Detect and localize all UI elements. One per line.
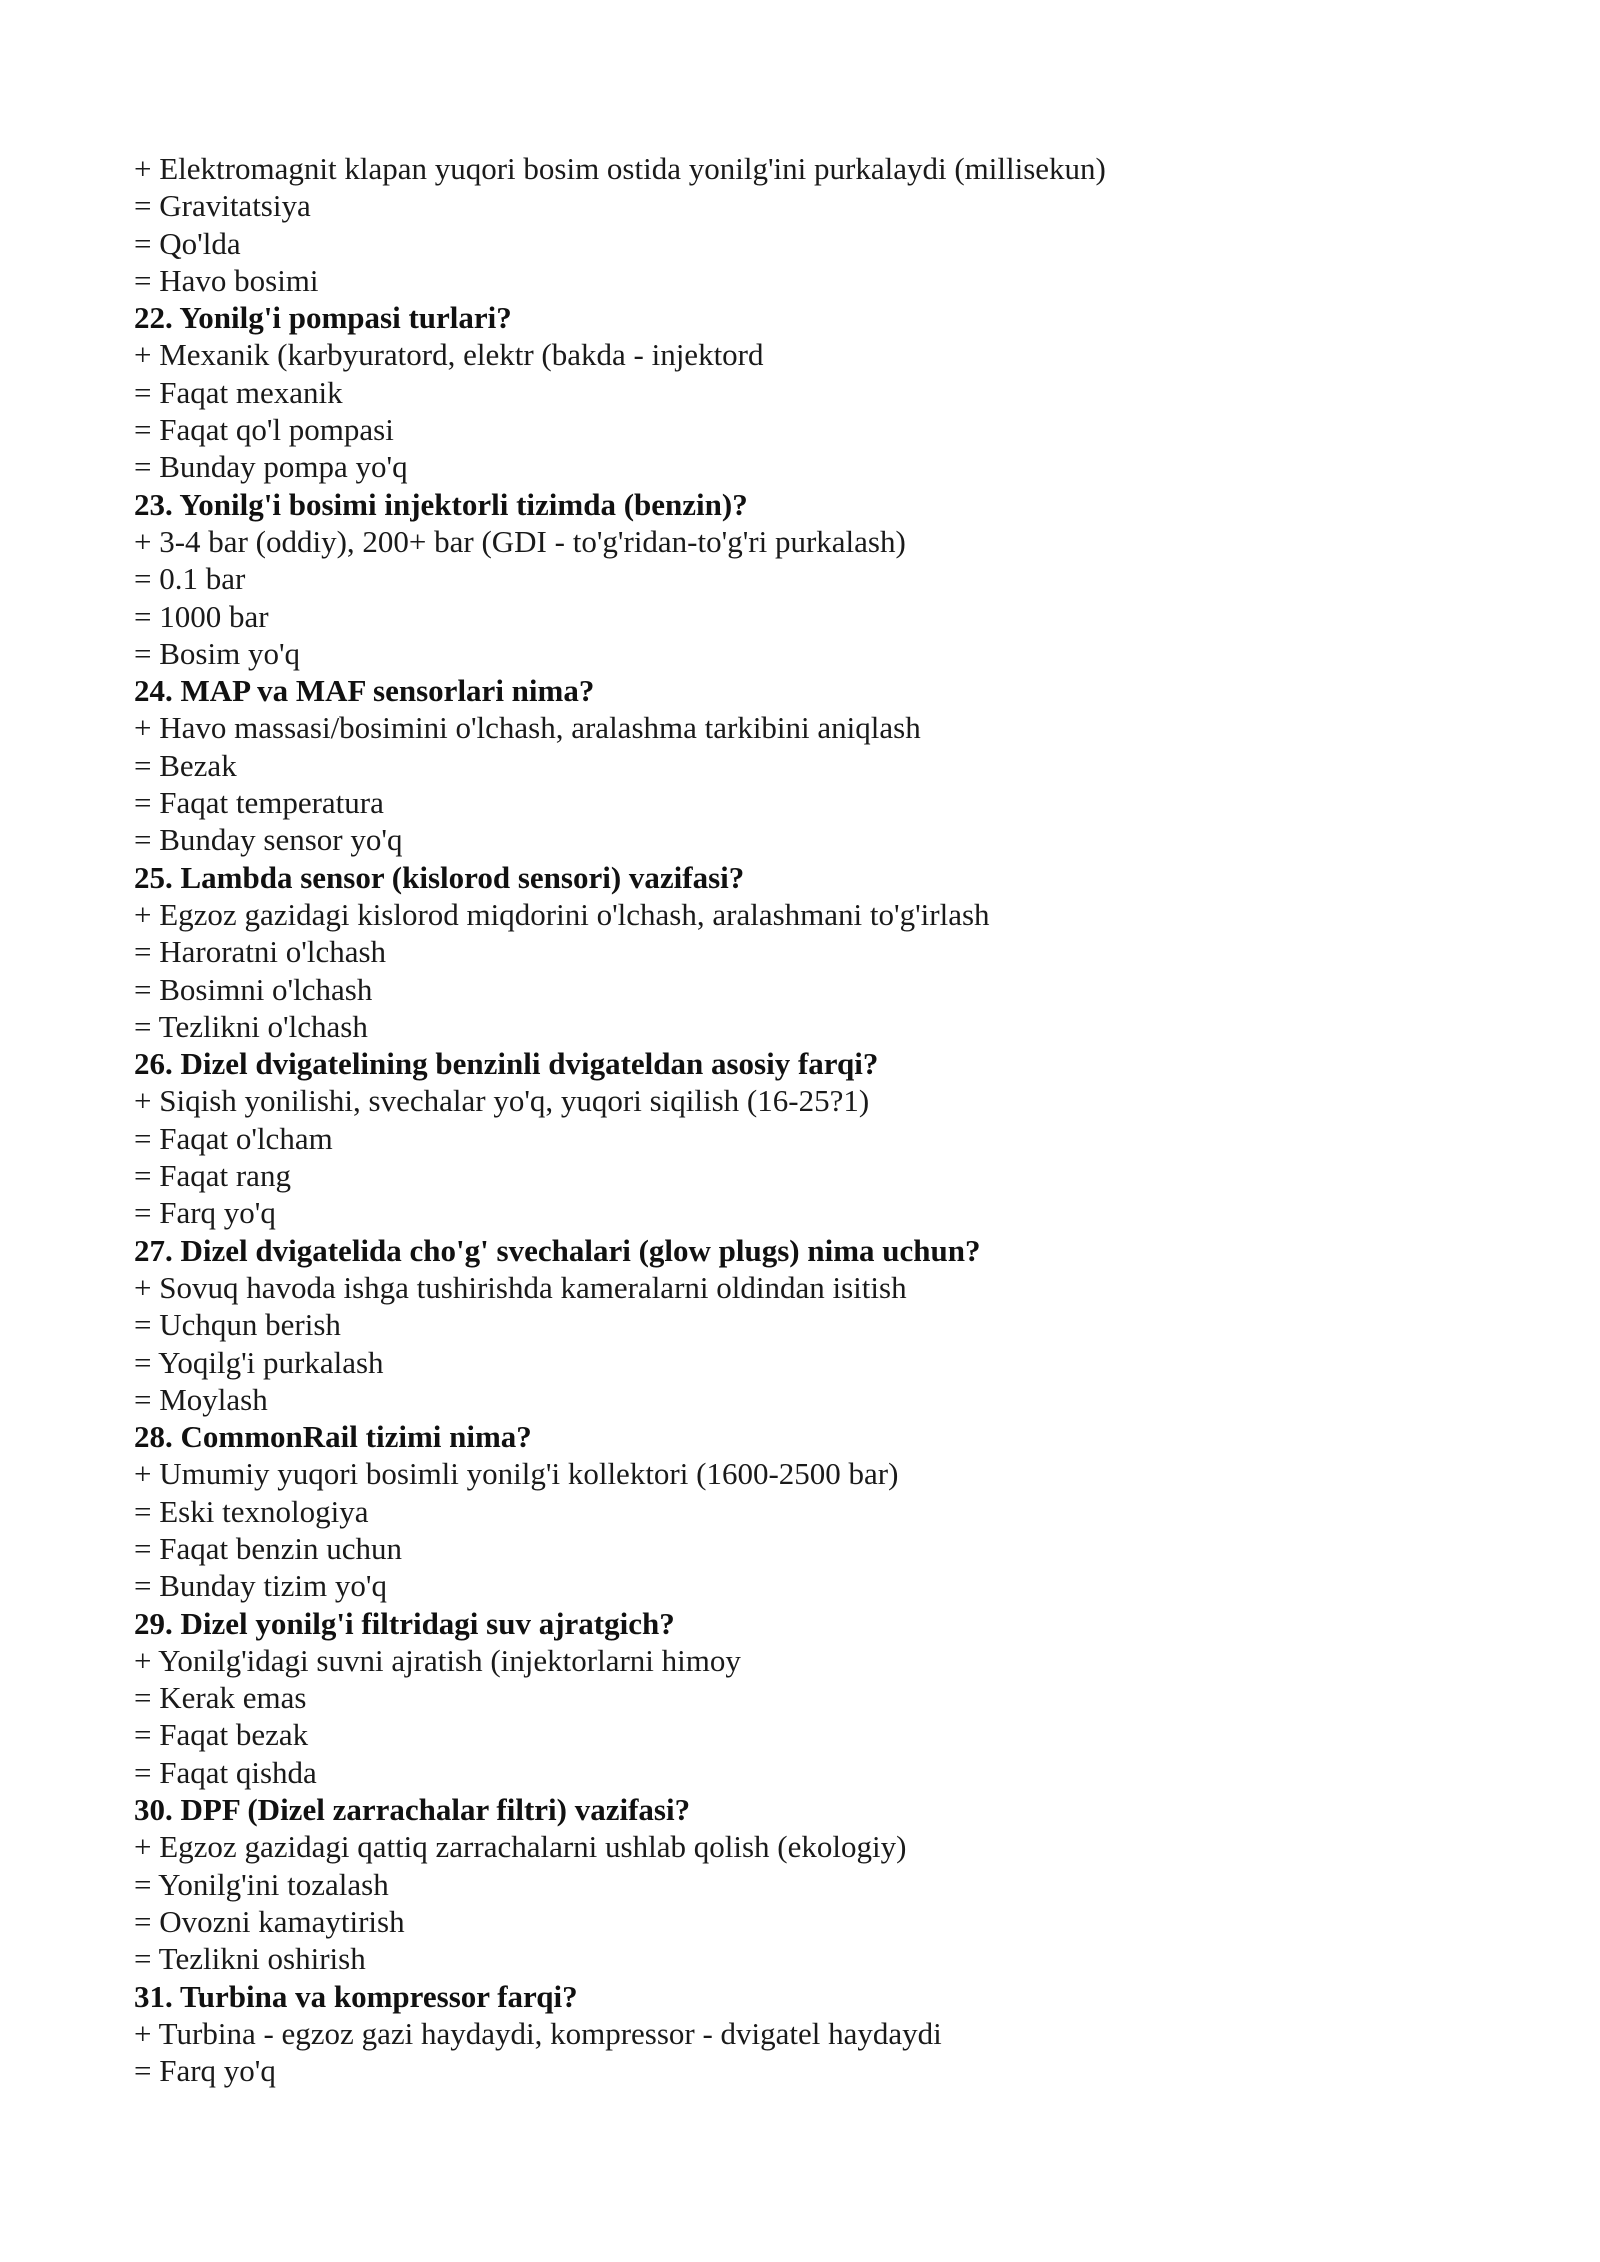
answer-option: + Sovuq havoda ishga tushirishda kameralarni oldindan isitish	[134, 1269, 907, 1305]
answer-option: = Faqat rang	[134, 1158, 291, 1194]
document-body	[134, 150, 1514, 2089]
question-heading: 31. Turbina va kompressor farqi?	[134, 1978, 578, 2014]
answer-option: = Farq yo'q	[134, 1195, 276, 1231]
answer-option: = Yonilg'ini tozalash	[134, 1866, 389, 1902]
answer-option: = Kerak emas	[134, 1680, 307, 1716]
question-heading: 29. Dizel yonilg'i filtridagi suv ajratgich?	[134, 1605, 675, 1641]
answer-option: = Faqat temperatura	[134, 785, 384, 821]
answer-option: = Faqat qo'l pompasi	[134, 412, 394, 448]
answer-option: = Bosimni o'lchash	[134, 971, 373, 1007]
answer-option: + Yonilg'idagi suvni ajratish (injektorlarni himoy	[134, 1642, 741, 1678]
answer-option: = Bezak	[134, 747, 237, 783]
answer-option: = Faqat benzin uchun	[134, 1530, 402, 1566]
answer-option: = Farq yo'q	[134, 2053, 276, 2089]
answer-option: + Egzoz gazidagi qattiq zarrachalarni ushlab qolish (ekologiy)	[134, 1829, 907, 1865]
answer-option: = Haroratni o'lchash	[134, 934, 387, 970]
answer-option: + 3-4 bar (oddiy), 200+ bar (GDI - to'g'ridan-to'g'ri purkalash)	[134, 523, 906, 559]
answer-option: = 0.1 bar	[134, 561, 246, 597]
question-heading: 27. Dizel dvigatelida cho'g' svechalari (glow plugs) nima uchun?	[134, 1232, 981, 1268]
answer-option: = Bunday tizim yo'q	[134, 1568, 387, 1604]
answer-option: = Faqat mexanik	[134, 374, 343, 410]
answer-option: + Elektromagnit klapan yuqori bosim ostida yonilg'ini purkalaydi (millisekun)	[134, 151, 1106, 186]
answer-option: = Bunday pompa yo'q	[134, 449, 408, 485]
answer-option: + Umumiy yuqori bosimli yonilg'i kollektori (1600-2500 bar)	[134, 1456, 899, 1492]
answer-option: = 1000 bar	[134, 598, 269, 634]
question-heading: 25. Lambda sensor (kislorod sensori) vazifasi?	[134, 859, 745, 895]
answer-option: = Ovozni kamaytirish	[134, 1903, 405, 1939]
answer-option: = Yoqilg'i purkalash	[134, 1344, 384, 1380]
question-heading: 23. Yonilg'i bosimi injektorli tizimda (benzin)?	[134, 486, 748, 522]
question-heading: 30. DPF (Dizel zarrachalar filtri) vazifasi?	[134, 1792, 691, 1828]
answer-option: = Gravitatsiya	[134, 188, 311, 224]
answer-option: + Siqish yonilishi, svechalar yo'q, yuqori siqilish (16-25?1)	[134, 1083, 870, 1119]
question-heading: 22. Yonilg'i pompasi turlari?	[134, 300, 512, 336]
answer-option: = Eski texnologiya	[134, 1493, 369, 1529]
answer-option: = Uchqun berish	[134, 1307, 341, 1343]
answer-option: + Turbina - egzoz gazi haydaydi, kompressor - dvigatel haydaydi	[134, 2015, 942, 2051]
question-heading: 24. MAP va MAF sensorlari nima?	[134, 673, 595, 709]
answer-option: = Qo'lda	[134, 225, 241, 261]
answer-option: = Havo bosimi	[134, 262, 319, 298]
answer-option: = Faqat qishda	[134, 1754, 317, 1790]
answer-option: = Moylash	[134, 1381, 268, 1417]
answer-option: + Mexanik (karbyuratord, elektr (bakda - injektord	[134, 337, 764, 373]
question-heading: 26. Dizel dvigatelining benzinli dvigateldan asosiy farqi?	[134, 1046, 879, 1082]
answer-option: + Havo massasi/bosimini o'lchash, aralashma tarkibini aniqlash	[134, 710, 921, 746]
answer-option: = Faqat bezak	[134, 1717, 309, 1753]
answer-option: + Egzoz gazidagi kislorod miqdorini o'lchash, aralashmani to'g'irlash	[134, 896, 990, 932]
question-heading: 28. CommonRail tizimi nima?	[134, 1419, 532, 1455]
answer-option: = Tezlikni oshirish	[134, 1941, 366, 1977]
answer-option: = Faqat o'lcham	[134, 1120, 333, 1156]
answer-option: = Bosim yo'q	[134, 635, 301, 671]
answer-option: = Bunday sensor yo'q	[134, 822, 403, 858]
answer-option: = Tezlikni o'lchash	[134, 1008, 368, 1044]
